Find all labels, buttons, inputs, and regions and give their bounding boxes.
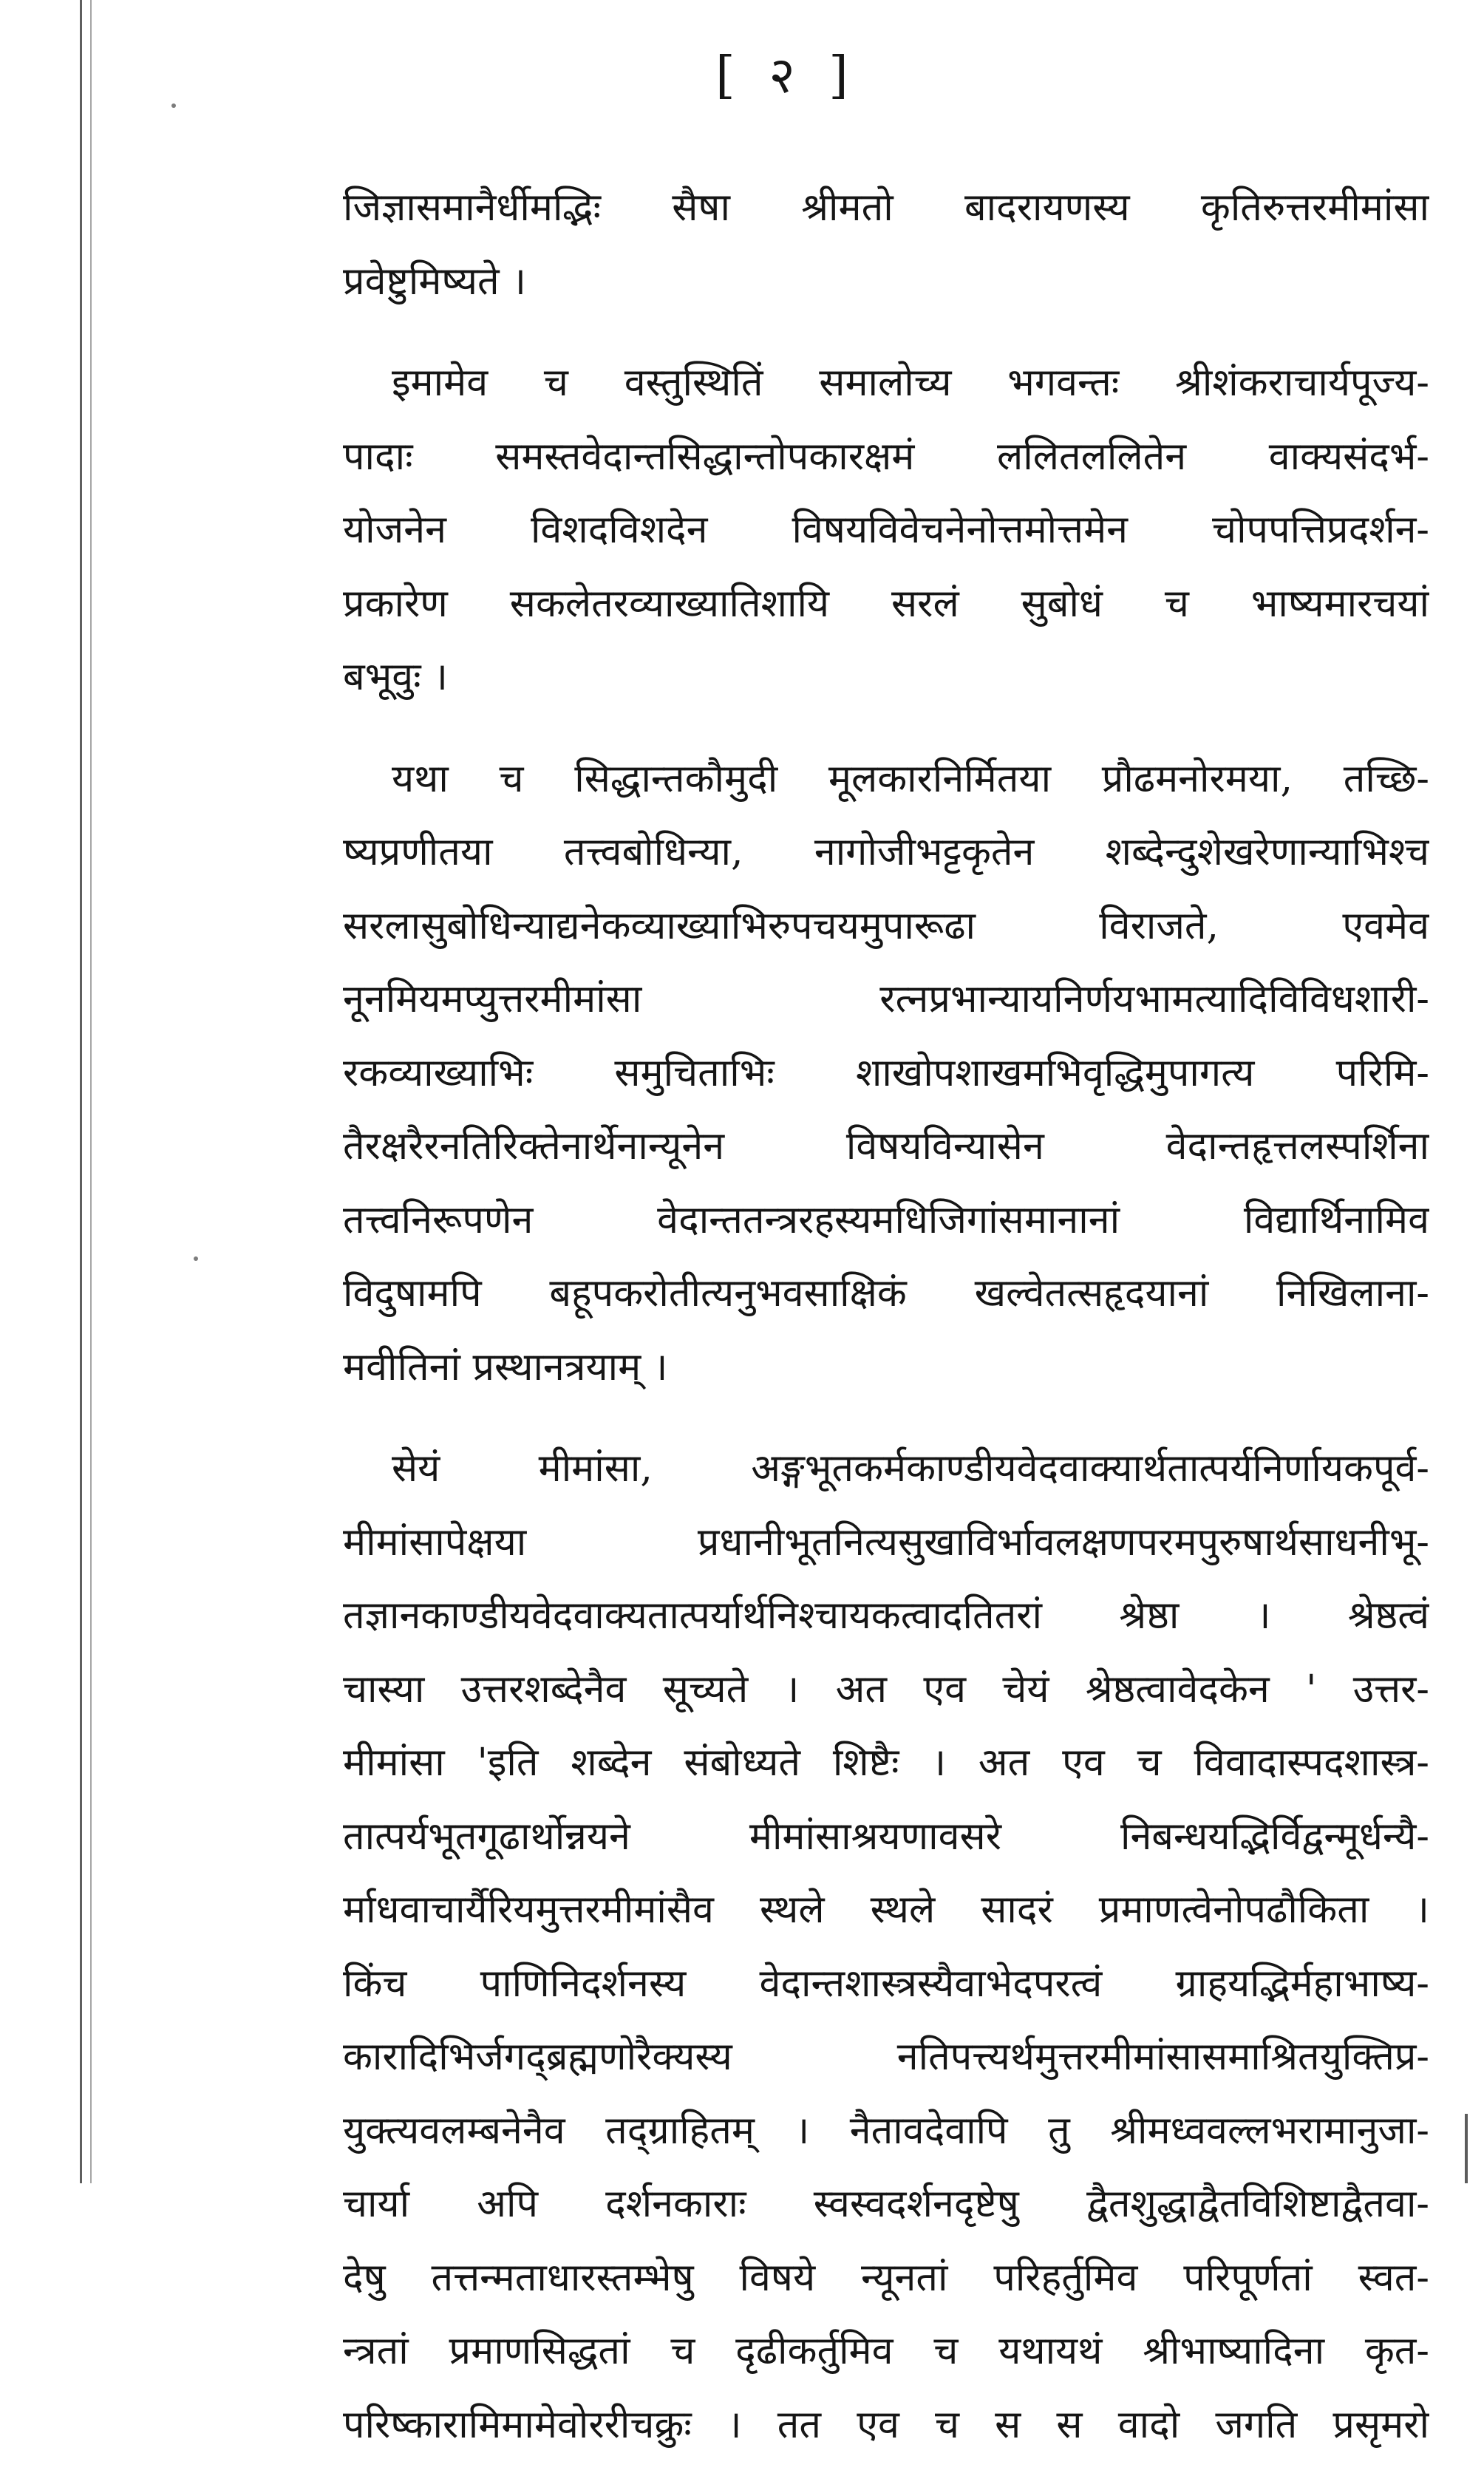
- text-line: तैरक्षरैरनतिरिक्तेनार्थेनान्यूनेन विषयविन्यासेन वेदान्तहृत्तलस्पर्शिना: [343, 1124, 1429, 1169]
- text-line: नूनमियमप्युत्तरमीमांसा रत्नप्रभान्यायनिर्णयभामत्यादिविविधशारी-: [343, 977, 1429, 1021]
- text-line: यथा च सिद्धान्तकौमुदी मूलकारनिर्मितया प्रौढमनोरमया, तच्छि-: [392, 756, 1429, 801]
- page-number: [ २ ]: [715, 47, 857, 105]
- text-line: पादाः समस्तवेदान्तसिद्धान्तोपकारक्षमं ललितललितेन वाक्यसंदर्भ-: [343, 434, 1429, 479]
- paragraph-2: [343, 347, 1429, 715]
- text-line: चास्या उत्तरशब्देनैव सूच्यते । अत एव चेयं श्रेष्ठत्वावेदकेन ' उत्तर-: [343, 1667, 1429, 1712]
- text-line: इमामेव च वस्तुस्थितिं समालोच्य भगवन्तः श्रीशंकराचार्यपूज्य-: [392, 361, 1429, 405]
- text-line: जिज्ञासमानैर्धीमद्भिः सैषा श्रीमतो बादरायणस्य कृतिरुत्तरमीमांसा: [343, 186, 1429, 230]
- text-line: तात्पर्यभूतगूढार्थोन्नयने मीमांसाश्रयणावसरे निबन्धयद्भिर्विद्वन्मूर्धन्यै-: [343, 1814, 1429, 1859]
- text-line: न्त्रतां प्रमाणसिद्धतां च दृढीकर्तुमिव च यथायथं श्रीभाष्यादिना कृत-: [343, 2329, 1429, 2373]
- scan-speck: [194, 1256, 198, 1261]
- text-line: चार्या अपि दर्शनकाराः स्वस्वदर्शनदृष्टेषु द्वैतशुद्धाद्वैतविशिष्टाद्वैतवा-: [343, 2182, 1429, 2226]
- text-line: मवीतिनां प्रस्थानत्रयाम् ।: [343, 1344, 668, 1389]
- page-body: [343, 171, 1429, 2490]
- text-line: बभूवुः ।: [343, 655, 448, 699]
- text-line: मीमांसापेक्षया प्रधानीभूतनित्यसुखाविर्भावलक्षणपरमपुरुषार्थसाधनीभू-: [343, 1520, 1429, 1565]
- text-line: परिष्कारामिमामेवोररीचक्रुः । तत एव च स स वादो जगति प्रसृमरो: [343, 2402, 1429, 2447]
- text-line: युक्त्यवलम्बनेनैव तद्ग्राहितम् । नैतावदेवापि तु श्रीमध्ववल्लभरामानुजा-: [343, 2108, 1429, 2153]
- text-line: प्रकारेण सकलेतरव्याख्यातिशायि सरलं सुबोधं च भाष्यमारचयां: [343, 581, 1429, 626]
- text-line: ष्यप्रणीतया तत्त्वबोधिन्या, नागोजीभट्टकृतेन शब्देन्दुशेखरेणान्याभिश्च: [343, 830, 1429, 874]
- text-line: सरलासुबोधिन्याद्यनेकव्याख्याभिरुपचयमुपारूढा विराजते, एवमेव: [343, 903, 1429, 948]
- paragraph-4: [343, 1432, 1429, 2462]
- text-line: प्रवेष्टुमिष्यते ।: [343, 259, 526, 304]
- text-line: योजनेन विशदविशदेन विषयविवेचनेनोत्तमोत्तमेन चोपपत्तिप्रदर्शन-: [343, 508, 1429, 552]
- text-line: किंच पाणिनिदर्शनस्य वेदान्तशास्त्रस्यैवाभेदपरत्वं ग्राहयद्भिर्महाभाष्य-: [343, 1961, 1429, 2006]
- text-line: देषु तत्तन्मताधारस्तम्भेषु विषये न्यूनतां परिहर्तुमिव परिपूर्णतां स्वत-: [343, 2255, 1429, 2300]
- text-line: मीमांसा 'इति शब्देन संबोध्यते शिष्टैः । अत एव च विवादास्पदशास्त्र-: [343, 1741, 1429, 1785]
- text-line: र्माधवाचार्यैरियमुत्तरमीमांसैव स्थले स्थले सादरं प्रमाणत्वेनोपढौकिता ।: [343, 1888, 1429, 1932]
- scan-edge-mark: [1465, 2114, 1468, 2183]
- text-line: तत्त्वनिरूपणेन वेदान्ततन्त्ररहस्यमधिजिगांसमानानां विद्यार्थिनामिव: [343, 1197, 1429, 1242]
- text-line: तज्ञानकाण्डीयवेदवाक्यतात्पर्यार्थनिश्चायकत्वादतितरां श्रेष्ठा । श्रेष्ठत्वं: [343, 1593, 1429, 1638]
- paragraph-3: [343, 743, 1429, 1405]
- text-line: सेयं मीमांसा, अङ्गभूतकर्मकाण्डीयवेदवाक्यार्थतात्पर्यनिर्णायकपूर्व-: [392, 1446, 1429, 1491]
- text-line: विदुषामपि बहूपकरोतीत्यनुभवसाक्षिकं खल्वेतत्सहृदयानां निखिलाना-: [343, 1271, 1429, 1316]
- scan-edge-line-inner: [90, 0, 92, 2183]
- paragraph-1: [343, 171, 1429, 319]
- scan-edge-line: [80, 0, 82, 2183]
- text-line: रकव्याख्याभिः समुचिताभिः शाखोपशाखमभिवृद्धिमुपागत्य परिमि-: [343, 1050, 1429, 1095]
- text-line: कारादिभिर्जगद्ब्रह्मणोरैक्यस्य नतिपत्त्यर्थमुत्तरमीमांसासमाश्रितयुक्तिप्र-: [343, 2035, 1429, 2079]
